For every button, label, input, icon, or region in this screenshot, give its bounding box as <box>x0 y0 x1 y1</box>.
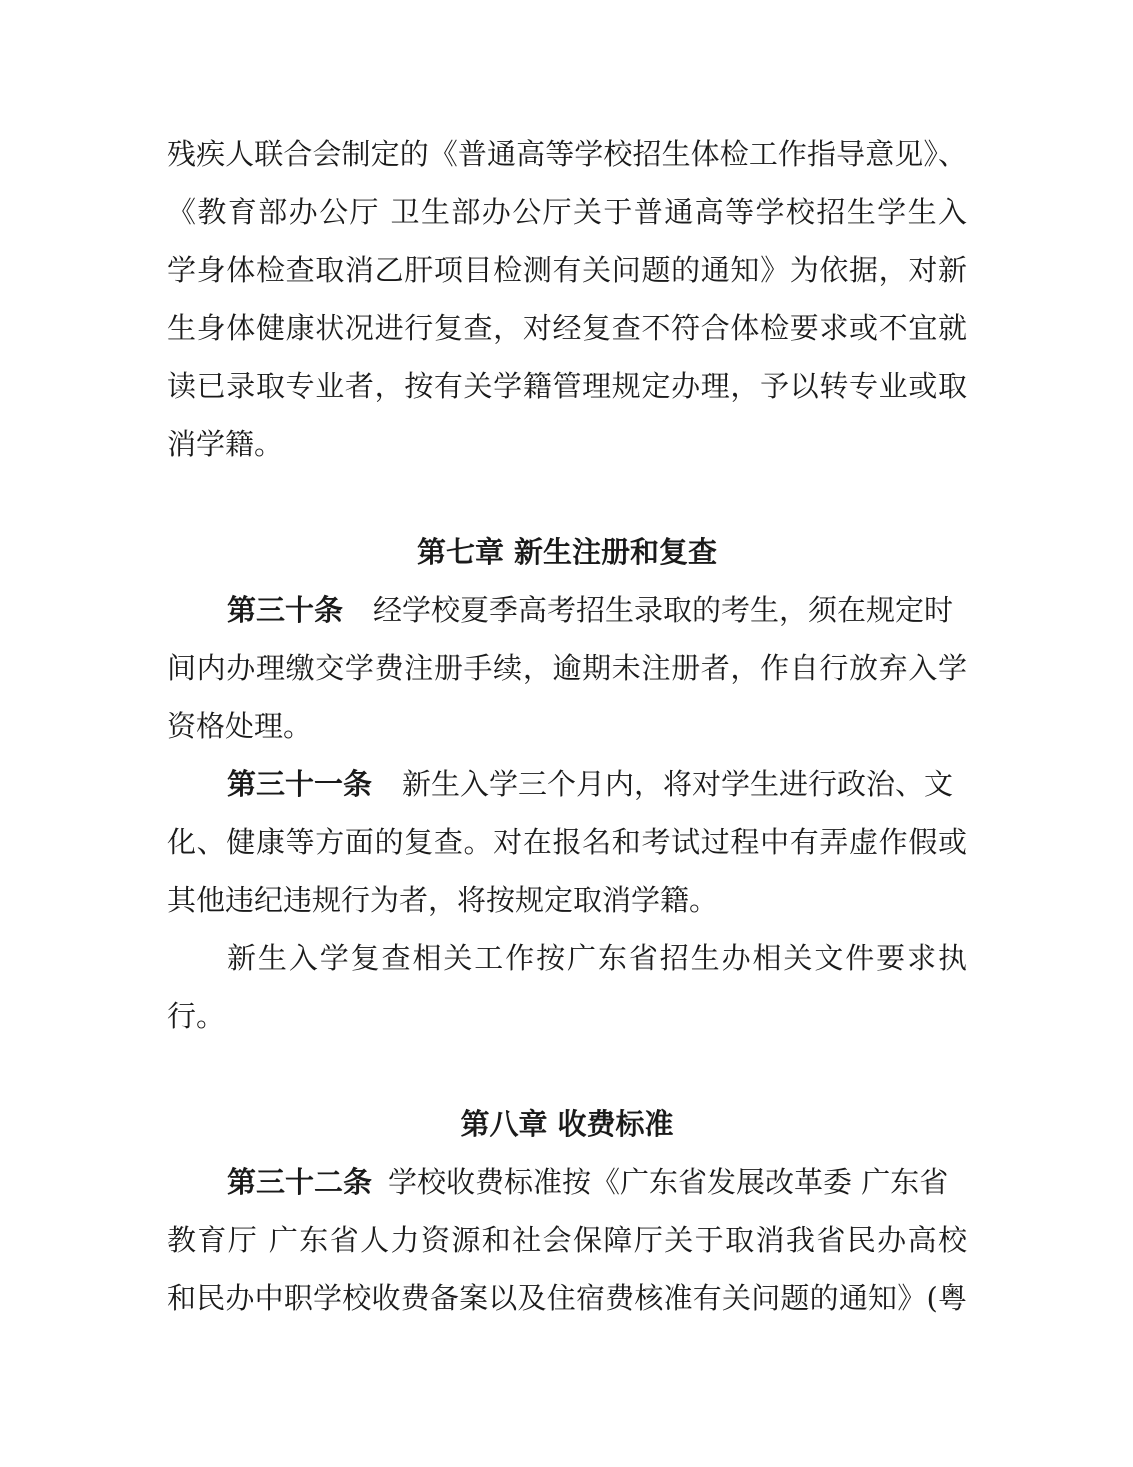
paragraph-line: 生身体健康状况进行复查，对经复查不符合体检要求或不宜就 <box>167 311 967 345</box>
article-label: 第三十二条 <box>227 1165 373 1199</box>
paragraph-line: 教育厅 广东省人力资源和社会保障厅关于取消我省民办高校 <box>167 1223 967 1257</box>
paragraph-line: 行。 <box>167 999 226 1033</box>
paragraph-line: 学身体检查取消乙肝项目检测有关问题的通知》为依据，对新 <box>167 253 967 287</box>
chapter-heading: 第七章 新生注册和复查 <box>416 535 718 569</box>
paragraph-line: 资格处理。 <box>167 709 313 743</box>
article-first-line <box>227 764 967 804</box>
article-label: 第三十条 <box>227 593 344 627</box>
paragraph-line: 其他违纪违规行为者，将按规定取消学籍。 <box>167 883 719 917</box>
article-text: 学校收费标准按《广东省发展改革委 广东省 <box>388 1165 949 1199</box>
article-first-line <box>227 590 967 630</box>
article-first-line <box>227 1162 967 1202</box>
article-text: 经学校夏季高考招生录取的考生，须在规定时 <box>373 593 954 627</box>
article-label: 第三十一条 <box>227 767 373 801</box>
paragraph-line: 化、健康等方面的复查。对在报名和考试过程中有弄虚作假或 <box>167 825 967 859</box>
paragraph-line: 间内办理缴交学费注册手续，逾期未注册者，作自行放弃入学 <box>167 651 967 685</box>
article-text: 新生入学三个月内，将对学生进行政治、文 <box>402 767 954 801</box>
paragraph-line: 消学籍。 <box>167 427 284 461</box>
paragraph-first-line: 新生入学复查相关工作按广东省招生办相关文件要求执 <box>227 941 967 975</box>
paragraph-line: 《教育部办公厅 卫生部办公厅关于普通高等学校招生学生入 <box>167 195 967 229</box>
paragraph-line: 残疾人联合会制定的《普通高等学校招生体检工作指导意见》、 <box>167 137 967 171</box>
paragraph-line: 和民办中职学校收费备案以及住宿费核准有关问题的通知》(粤 <box>167 1281 967 1315</box>
paragraph-line: 读已录取专业者，按有关学籍管理规定办理，予以转专业或取 <box>167 369 967 403</box>
chapter-heading: 第八章 收费标准 <box>460 1107 674 1141</box>
